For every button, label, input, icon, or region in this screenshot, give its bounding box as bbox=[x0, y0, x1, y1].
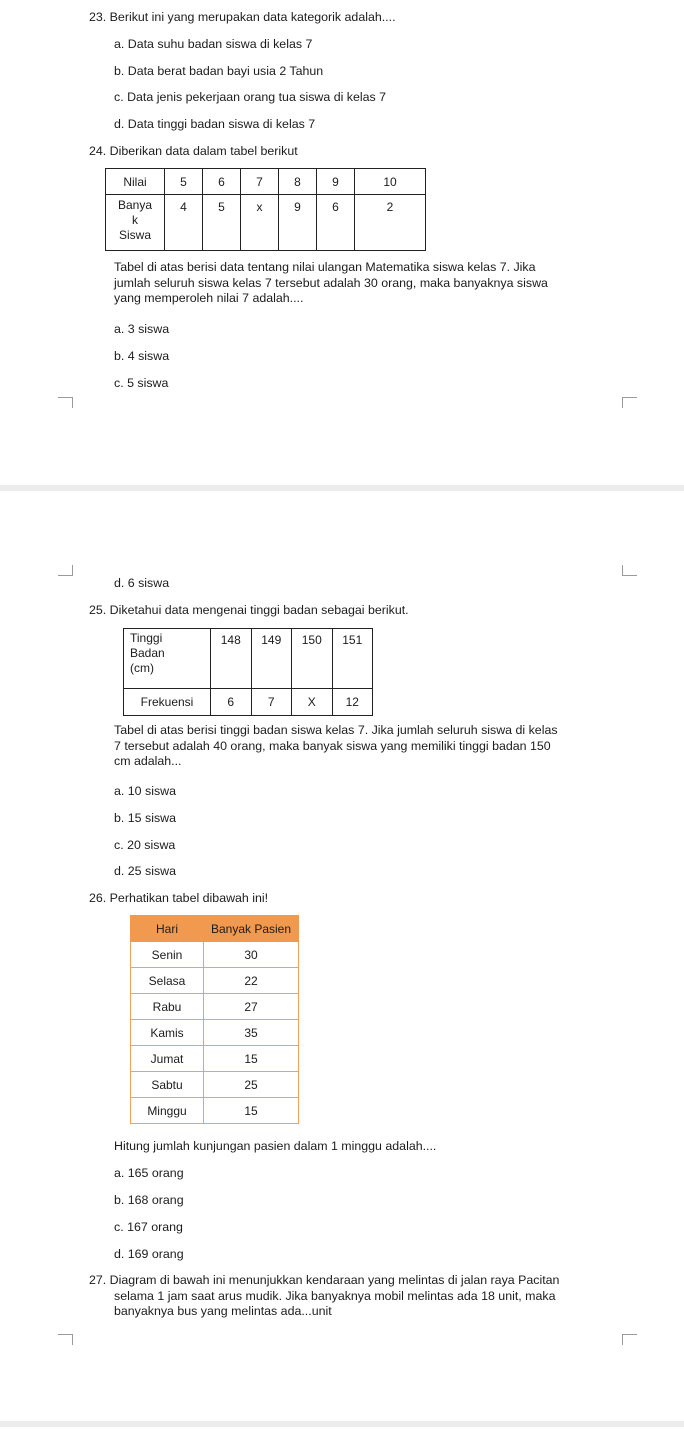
q24-cell: 2 bbox=[355, 195, 426, 251]
page-corner-mark bbox=[58, 1334, 73, 1345]
q26-option-a: a. 165 orang bbox=[114, 1166, 184, 1180]
page-corner-mark bbox=[58, 397, 73, 408]
q26-day: Rabu bbox=[131, 994, 204, 1020]
question-27 bbox=[89, 1273, 649, 1320]
q25-cell: 149 bbox=[251, 629, 292, 689]
q24-row2-label-line: Siswa bbox=[118, 228, 151, 242]
question-24: 24. Diberikan data dalam tabel berikut bbox=[89, 144, 298, 158]
q24-cell: 8 bbox=[279, 169, 317, 195]
table-row bbox=[131, 942, 299, 968]
q26-header-pasien: Banyak Pasien bbox=[204, 916, 299, 942]
page-corner-mark bbox=[58, 565, 73, 576]
q24-cell: 4 bbox=[165, 195, 203, 251]
q25-cell: 148 bbox=[211, 629, 252, 689]
table-row bbox=[131, 1046, 299, 1072]
q26-day: Selasa bbox=[131, 968, 204, 994]
q26-count: 15 bbox=[204, 1098, 299, 1124]
q23-option-d: d. Data tinggi badan siswa di kelas 7 bbox=[114, 117, 316, 131]
q24-row1-label: Nilai bbox=[106, 169, 165, 195]
table-row bbox=[131, 1098, 299, 1124]
q25-option-b: b. 15 siswa bbox=[114, 811, 176, 825]
q24-row2-label-line: Banya bbox=[117, 198, 153, 212]
q25-cell: X bbox=[292, 689, 333, 716]
caption-line: yang memperoleh nilai 7 adalah.... bbox=[114, 291, 304, 306]
q25-cell: 150 bbox=[292, 629, 333, 689]
caption-line: 7 tersebut adalah 40 orang, maka banyak siswa yang memiliki tinggi badan 150 bbox=[114, 738, 551, 753]
q25-table bbox=[123, 628, 373, 716]
q25-cell: 12 bbox=[332, 689, 373, 716]
table-row bbox=[131, 994, 299, 1020]
q25-row2-label: Frekuensi bbox=[124, 689, 211, 716]
table-row bbox=[131, 968, 299, 994]
q24-cell: 5 bbox=[165, 169, 203, 195]
q26-count: 30 bbox=[204, 942, 299, 968]
q24-cell: 6 bbox=[203, 169, 241, 195]
q25-option-d: d. 25 siswa bbox=[114, 864, 176, 878]
page-corner-mark bbox=[622, 1334, 637, 1345]
q25-row1-label-line: Tinggi bbox=[130, 631, 163, 645]
q25-caption bbox=[114, 723, 634, 770]
q24-option-c: c. 5 siswa bbox=[114, 376, 169, 390]
table-row bbox=[131, 1072, 299, 1098]
q26-day: Minggu bbox=[131, 1098, 204, 1124]
question-26: 26. Perhatikan tabel dibawah ini! bbox=[89, 891, 269, 905]
page-corner-mark bbox=[622, 565, 637, 576]
q26-table bbox=[130, 915, 299, 1124]
q26-caption: Hitung jumlah kunjungan pasien dalam 1 minggu adalah.... bbox=[114, 1139, 437, 1153]
q24-cell: 7 bbox=[241, 169, 279, 195]
caption-line: cm adalah... bbox=[114, 754, 182, 769]
q25-cell: 6 bbox=[211, 689, 252, 716]
table-row bbox=[131, 1020, 299, 1046]
q24-caption bbox=[114, 260, 634, 307]
q27-line: selama 1 jam saat arus mudik. Jika banyaknya mobil melintas ada 18 unit, maka bbox=[114, 1288, 556, 1303]
q24-cell: 5 bbox=[203, 195, 241, 251]
q25-cell: 7 bbox=[251, 689, 292, 716]
q25-option-c: c. 20 siswa bbox=[114, 838, 176, 852]
q24-cell: x bbox=[241, 195, 279, 251]
q24-option-d: d. 6 siswa bbox=[114, 576, 170, 590]
q23-option-c: c. Data jenis pekerjaan orang tua siswa di kelas 7 bbox=[114, 90, 387, 104]
q26-header-hari: Hari bbox=[131, 916, 204, 942]
question-25: 25. Diketahui data mengenai tinggi badan sebagai berikut. bbox=[89, 603, 409, 617]
q26-option-c: c. 167 orang bbox=[114, 1220, 183, 1234]
q24-option-b: b. 4 siswa bbox=[114, 349, 170, 363]
q25-row1-label-line: (cm) bbox=[130, 661, 154, 675]
q26-day: Kamis bbox=[131, 1020, 204, 1046]
q27-line: 27. Diagram di bawah ini menunjukkan kendaraan yang melintas di jalan raya Pacitan bbox=[89, 1273, 560, 1287]
q24-row2-label-line: k bbox=[132, 213, 138, 227]
q26-option-d: d. 169 orang bbox=[114, 1247, 184, 1261]
q24-cell: 6 bbox=[317, 195, 355, 251]
q26-count: 15 bbox=[204, 1046, 299, 1072]
page-break bbox=[0, 1421, 684, 1427]
q24-row2-label bbox=[106, 195, 165, 251]
q25-row1-label bbox=[124, 629, 211, 689]
q26-count: 35 bbox=[204, 1020, 299, 1046]
q23-option-b: b. Data berat badan bayi usia 2 Tahun bbox=[114, 64, 324, 78]
q26-day: Sabtu bbox=[131, 1072, 204, 1098]
q23-option-a: a. Data suhu badan siswa di kelas 7 bbox=[114, 37, 313, 51]
q26-count: 27 bbox=[204, 994, 299, 1020]
q26-count: 22 bbox=[204, 968, 299, 994]
q25-option-a: a. 10 siswa bbox=[114, 784, 176, 798]
question-23: 23. Berikut ini yang merupakan data kategorik adalah.... bbox=[89, 10, 396, 24]
q24-cell: 9 bbox=[279, 195, 317, 251]
q26-option-b: b. 168 orang bbox=[114, 1193, 184, 1207]
q24-option-a: a. 3 siswa bbox=[114, 322, 170, 336]
q24-cell: 10 bbox=[355, 169, 426, 195]
q25-cell: 151 bbox=[332, 629, 373, 689]
page-break bbox=[0, 485, 684, 491]
caption-line: jumlah seluruh siswa kelas 7 tersebut adalah 30 orang, maka banyaknya siswa bbox=[114, 275, 548, 290]
q24-cell: 9 bbox=[317, 169, 355, 195]
page-corner-mark bbox=[622, 397, 637, 408]
q26-day: Jumat bbox=[131, 1046, 204, 1072]
q25-row1-label-line: Badan bbox=[130, 646, 165, 660]
q26-day: Senin bbox=[131, 942, 204, 968]
caption-line: Tabel di atas berisi data tentang nilai ulangan Matematika siswa kelas 7. Jika bbox=[114, 260, 536, 274]
caption-line: Tabel di atas berisi tinggi badan siswa kelas 7. Jika jumlah seluruh siswa di kelas bbox=[114, 723, 558, 737]
q26-count: 25 bbox=[204, 1072, 299, 1098]
q24-table bbox=[105, 168, 426, 251]
q27-line: banyaknya bus yang melintas ada...unit bbox=[114, 1304, 332, 1319]
